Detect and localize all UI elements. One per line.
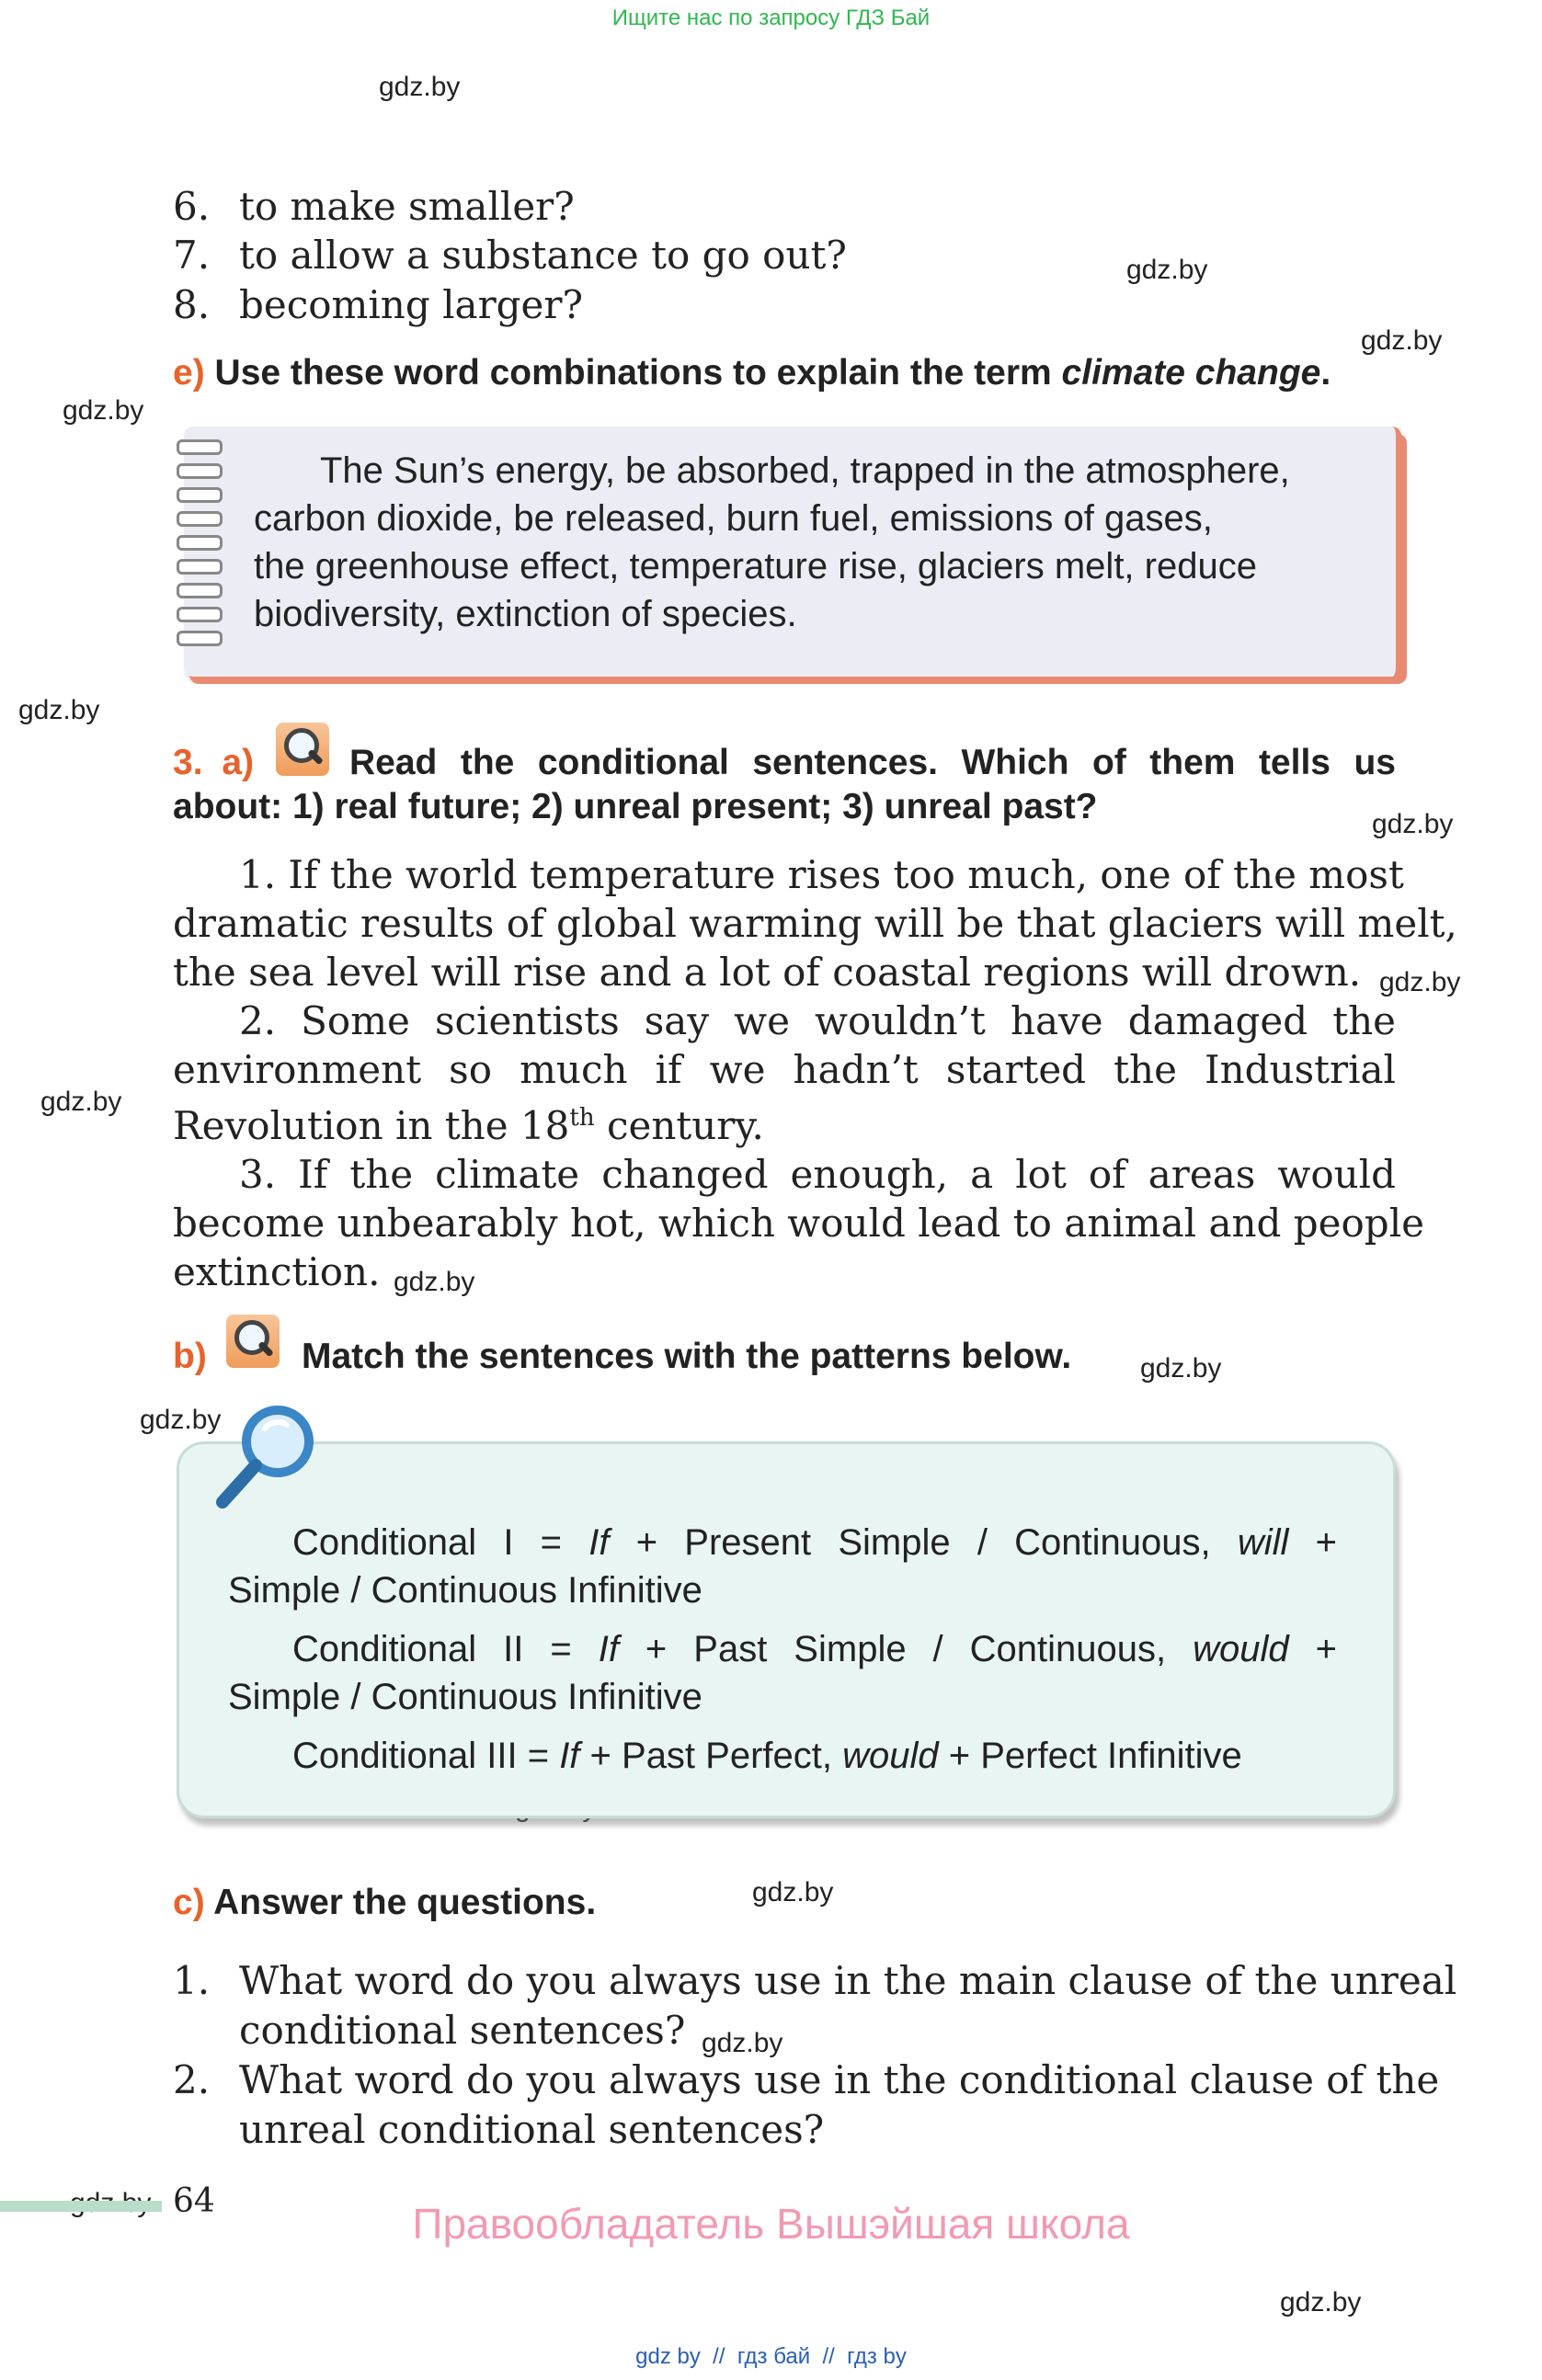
sentence-line: become unbearably hot, which would lead to animal and people — [173, 1201, 1424, 1246]
section-c-instruction — [173, 1883, 596, 1923]
watermark: gdz.by — [140, 1405, 222, 1435]
watermark: gdz.by — [1379, 967, 1461, 997]
sentence-line: 3. If the climate changed enough, a lot of areas would — [239, 1152, 1396, 1197]
pattern-if: If — [588, 1522, 610, 1563]
list-item-number: 7. — [173, 233, 211, 278]
question-text: conditional sentences? — [239, 2008, 686, 2053]
pattern-text: Conditional III = — [292, 1736, 560, 1776]
watermark: gdz.by — [394, 1267, 475, 1297]
watermark: gdz.by — [1361, 325, 1443, 356]
large-magnifier-icon — [210, 1399, 329, 1519]
sentence-line: dramatic results of global warming will be that glaciers will melt, — [173, 901, 1457, 946]
instruction-text: Answer the questions. — [213, 1883, 597, 1922]
question-number: 2. — [173, 2057, 211, 2102]
top-banner: Ищите нас по запросу ГДЗ Бай — [611, 6, 931, 30]
word-combinations-text — [254, 447, 1341, 638]
sentence-line: 2. Some scientists say we wouldn’t have damaged the — [239, 998, 1396, 1043]
list-item-text: becoming larger? — [239, 282, 583, 327]
watermark: gdz.by — [379, 72, 461, 102]
question-text: unreal conditional sentences? — [239, 2107, 825, 2152]
notebook-ring-icon — [177, 631, 223, 646]
question-number: 1. — [173, 1958, 211, 2003]
pattern-modal: would — [842, 1736, 939, 1776]
instruction-period: . — [1320, 353, 1331, 393]
sentence-line: extinction. — [173, 1249, 381, 1294]
word-line: the greenhouse effect, temperature rise, glaciers melt, reduce — [254, 546, 1257, 586]
list-item-text: to make smaller? — [239, 184, 575, 229]
notebook-ring-icon — [177, 583, 223, 598]
notebook-ring-icon — [177, 463, 223, 479]
list-item — [173, 282, 583, 327]
sentence-line — [173, 1094, 1396, 1150]
notebook-ring-icon — [177, 559, 223, 575]
watermark: gdz.by — [1372, 809, 1454, 839]
sentence-line: environment so much if we hadn’t started the Industrial — [173, 1047, 1396, 1092]
exercise-3-instruction-2: about: 1) real future; 2) unreal present; 3) unreal past? — [173, 787, 1098, 826]
pattern-text: + — [1288, 1522, 1337, 1563]
watermark: gdz.by — [1140, 1353, 1222, 1384]
sentence-line: 1. If the world temperature rises too much, one of the most — [239, 852, 1404, 897]
pattern-if: If — [559, 1736, 580, 1776]
exercise-3-number — [173, 743, 254, 783]
watermark: gdz.by — [1126, 255, 1208, 285]
copyright-notice: Правообладатель Вышэйшая школа — [412, 2200, 1130, 2248]
footer-links: gdz by // гдз бай // гдз by — [635, 2344, 907, 2369]
pattern-text: + Past Perfect, — [579, 1736, 843, 1776]
section-label: a) — [222, 743, 255, 782]
pattern-modal: would — [1193, 1629, 1289, 1669]
list-item-number: 8. — [173, 282, 211, 327]
exercise-number: 3. — [173, 743, 203, 782]
section-label: e) — [173, 353, 205, 393]
pattern-text: + — [1288, 1629, 1338, 1669]
pattern-if: If — [598, 1629, 619, 1669]
magnifier-icon — [226, 1315, 280, 1368]
pattern-line — [292, 1736, 1242, 1777]
section-label: b) — [173, 1337, 207, 1376]
section-label: c) — [173, 1883, 205, 1922]
magnifier-icon — [276, 723, 329, 776]
sentence-line: the sea level will rise and a lot of coastal regions will drown. — [173, 950, 1362, 995]
instruction-text: Use these word combinations to explain the term — [214, 353, 1062, 393]
page-number: 64 — [173, 2182, 215, 2220]
list-item — [173, 184, 575, 229]
notebook-ring-icon — [177, 439, 223, 455]
pattern-line: Simple / Continuous Infinitive — [228, 1570, 702, 1611]
watermark: gdz.by — [752, 1877, 834, 1907]
sentence-text: Revolution in the 18 — [173, 1103, 570, 1148]
exercise-3-instruction: Read the conditional sentences. Which of them tells us — [349, 743, 1396, 782]
superscript: th — [569, 1104, 595, 1132]
word-line: biodiversity, extinction of species. — [254, 594, 797, 634]
watermark: gdz.by — [18, 695, 100, 725]
pattern-line: Simple / Continuous Infinitive — [228, 1677, 702, 1717]
watermark: gdz.by — [40, 1087, 122, 1117]
list-item-text: to allow a substance to go out? — [239, 233, 847, 278]
watermark: gdz.by — [63, 395, 144, 426]
word-line: The Sun’s energy, be absorbed, trapped in the atmosphere, — [320, 450, 1290, 491]
list-item — [173, 233, 847, 278]
pattern-line — [292, 1629, 1337, 1670]
question-text: What word do you always use in the main clause of the unreal — [239, 1958, 1457, 2003]
notebook-ring-icon — [177, 511, 223, 527]
section-e-instruction — [173, 353, 1331, 393]
notebook-ring-icon — [177, 487, 223, 503]
pattern-text: Conditional II = — [292, 1629, 599, 1669]
notebook-ring-icon — [177, 607, 223, 622]
notebook-ring-icon — [177, 535, 223, 551]
watermark: gdz.by — [702, 2028, 783, 2058]
pattern-text: + Perfect Infinitive — [938, 1736, 1242, 1776]
pattern-text: Conditional I = — [292, 1522, 589, 1563]
section-b-instruction: Match the sentences with the patterns below. — [302, 1337, 1072, 1376]
pattern-text: + Present Simple / Continuous, — [609, 1522, 1238, 1563]
instruction-term: climate change — [1061, 353, 1321, 393]
word-line: carbon dioxide, be released, burn fuel, emissions of gases, — [254, 498, 1213, 539]
list-item-number: 6. — [173, 184, 211, 229]
pattern-text: + Past Simple / Continuous, — [618, 1629, 1194, 1669]
watermark: gdz.by — [1280, 2287, 1362, 2317]
pattern-modal: will — [1237, 1522, 1289, 1563]
pattern-line — [292, 1522, 1337, 1564]
question-item — [173, 1956, 1457, 2155]
question-text: What word do you always use in the conditional clause of the — [239, 2057, 1440, 2102]
sentence-text: century. — [594, 1103, 764, 1148]
